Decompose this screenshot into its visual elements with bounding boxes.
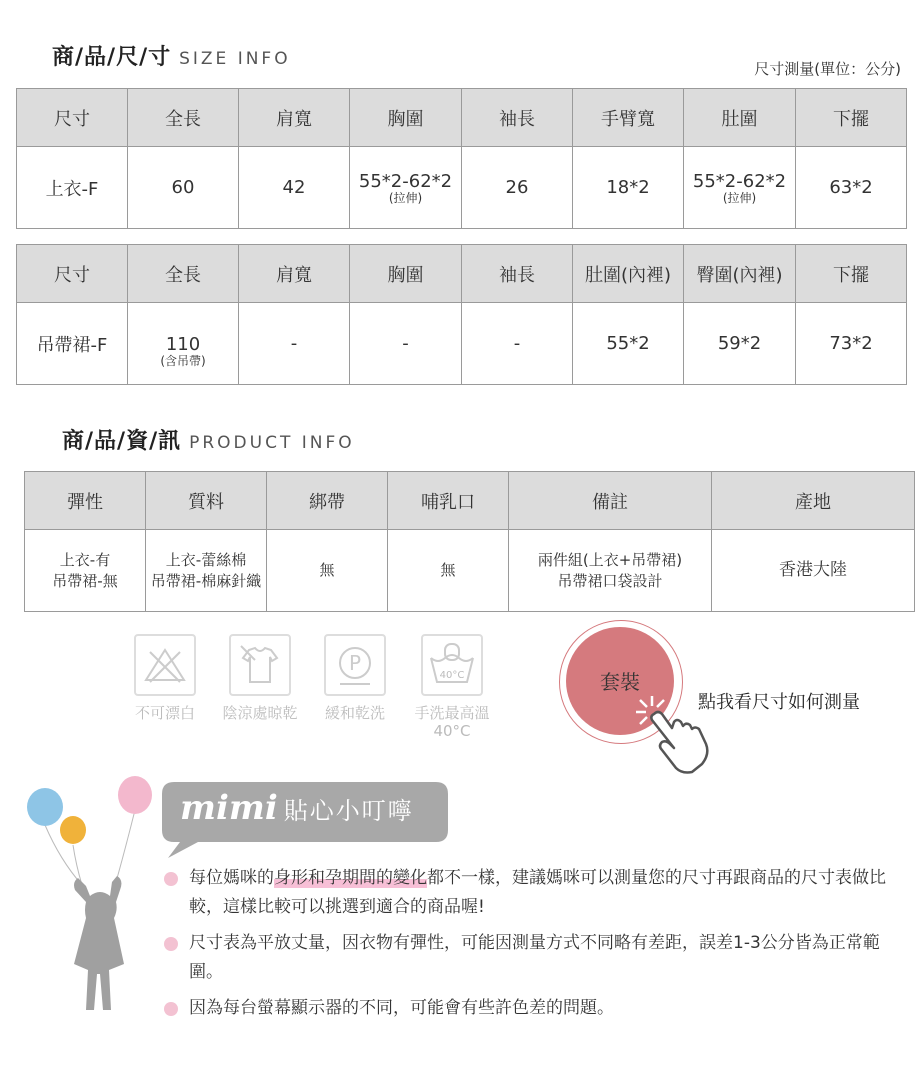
chest-value: 55*2-62*2	[358, 170, 453, 192]
chest-cell: -	[350, 303, 462, 385]
header-cell: 胸圍	[350, 89, 462, 147]
size-cell: 上衣-F	[17, 147, 128, 229]
length-value: 110	[165, 333, 201, 355]
tip-text: 因為每台螢幕顯示器的不同，可能會有些許色差的問題。	[189, 998, 614, 1018]
care-hand-wash	[402, 634, 502, 740]
header-cell: 臀圍(內裡)	[684, 245, 796, 303]
product-info-header	[25, 472, 915, 530]
remark-line-2: 吊帶裙口袋設計	[557, 571, 663, 590]
header-cell: 手臂寬	[573, 89, 684, 147]
tip-item	[165, 994, 905, 1023]
length-note: (含吊帶)	[160, 353, 206, 368]
size-info-title: 商/品/尺/寸	[52, 45, 172, 70]
header-cell: 綁帶	[267, 472, 388, 530]
shade-dry-icon	[229, 634, 291, 696]
tips-title: 貼心小叮嚀	[283, 797, 414, 825]
remark-cell	[509, 530, 712, 612]
header-cell: 尺寸	[17, 245, 128, 303]
arm-width-cell: 18*2	[573, 147, 684, 229]
orange-balloon	[60, 816, 86, 844]
nursing-cell: 無	[388, 530, 509, 612]
shoulder-cell: 42	[239, 147, 350, 229]
tip-text-post: 都不一樣，建議媽咪可以測量您的尺寸再跟商品的尺寸表做比較，這樣比較可以挑選到適合的商品喔!	[189, 868, 886, 917]
care-no-bleach	[115, 634, 215, 722]
tip-item	[165, 864, 905, 922]
elastic-cell	[25, 530, 146, 612]
chest-note: (拉伸)	[388, 190, 423, 205]
size-table-top	[16, 88, 907, 229]
tip-highlight: 身形和孕期間的變化	[274, 868, 427, 888]
size-table-bottom-header	[17, 245, 907, 303]
header-cell: 下擺	[796, 89, 907, 147]
header-cell: 袖長	[462, 89, 573, 147]
header-cell: 全長	[128, 89, 239, 147]
size-cell: 吊帶裙-F	[17, 303, 128, 385]
tie-cell: 無	[267, 530, 388, 612]
material-top: 上衣-蕾絲棉	[165, 550, 247, 569]
product-info-table	[24, 471, 915, 612]
svg-text:40°C: 40°C	[439, 670, 465, 681]
header-cell: 質料	[146, 472, 267, 530]
header-cell: 肚圍	[684, 89, 796, 147]
origin-cell: 香港大陸	[712, 530, 915, 612]
tips-brand: mimi	[180, 788, 278, 828]
header-cell: 肩寬	[239, 89, 350, 147]
size-table-top-header	[17, 89, 907, 147]
belly-value: 55*2-62*2	[692, 170, 787, 192]
care-shade-dry	[210, 634, 310, 722]
tip-text	[189, 864, 905, 922]
belly-note: (拉伸)	[722, 190, 757, 205]
size-table-bottom	[16, 244, 907, 385]
product-info-title: 商/品/資/訊	[62, 429, 182, 454]
material-cell	[146, 530, 267, 612]
pink-balloon	[118, 776, 152, 814]
belly-cell	[684, 147, 796, 229]
care-label: 緩和乾洗	[324, 704, 385, 722]
bullet-dot	[164, 937, 178, 951]
sleeve-cell: -	[462, 303, 573, 385]
chest-cell	[350, 147, 462, 229]
bullet-dot	[164, 872, 178, 886]
remark-line-1: 兩件組(上衣+吊帶裙)	[537, 550, 683, 569]
product-info-heading	[62, 424, 355, 455]
header-cell: 袖長	[462, 245, 573, 303]
balloon-girl-illustration	[20, 770, 160, 1050]
unit-note: 尺寸測量(單位：公分)	[754, 60, 901, 78]
care-label: 陰涼處晾乾	[222, 704, 298, 722]
product-info-subtitle: PRODUCT INFO	[189, 433, 355, 453]
material-skirt: 吊帶裙-棉麻針織	[150, 571, 262, 590]
header-cell: 尺寸	[17, 89, 128, 147]
tip-text-pre: 每位媽咪的	[189, 868, 274, 888]
size-table-top-row	[17, 147, 907, 229]
set-badge-label: 套裝	[600, 670, 640, 694]
header-cell: 下擺	[796, 245, 907, 303]
header-cell: 彈性	[25, 472, 146, 530]
tip-text: 尺寸表為平放丈量，因衣物有彈性，可能因測量方式不同略有差距，誤差1-3公分皆為正常範圍。	[189, 933, 880, 982]
hip-lining-cell: 59*2	[684, 303, 796, 385]
elastic-skirt: 吊帶裙-無	[52, 571, 118, 590]
shoulder-cell: -	[239, 303, 350, 385]
header-cell: 胸圍	[350, 245, 462, 303]
bullet-dot	[164, 1002, 178, 1016]
svg-text:P: P	[348, 651, 362, 675]
size-table-bottom-row	[17, 303, 907, 385]
tip-item	[165, 929, 905, 987]
header-cell: 全長	[128, 245, 239, 303]
hem-cell: 63*2	[796, 147, 907, 229]
gentle-dry-clean-icon	[324, 634, 386, 696]
length-cell	[128, 303, 239, 385]
tips-heading	[180, 788, 414, 828]
care-label-line-1: 手洗最高溫	[414, 704, 490, 722]
hand-wash-icon	[421, 634, 483, 696]
hem-cell: 73*2	[796, 303, 907, 385]
belly-lining-cell: 55*2	[573, 303, 684, 385]
size-info-subtitle: SIZE INFO	[179, 49, 291, 69]
measure-guide-link[interactable]: 點我看尺寸如何測量	[698, 692, 860, 713]
care-gentle-dry-clean	[305, 634, 405, 722]
header-cell: 哺乳口	[388, 472, 509, 530]
sleeve-cell: 26	[462, 147, 573, 229]
care-label-line-2: 40°C	[433, 722, 471, 740]
length-cell: 60	[128, 147, 239, 229]
care-label	[402, 704, 502, 740]
care-label: 不可漂白	[134, 704, 195, 722]
size-info-heading	[52, 40, 291, 71]
header-cell: 產地	[712, 472, 915, 530]
elastic-top: 上衣-有	[59, 550, 111, 569]
header-cell: 肩寬	[239, 245, 350, 303]
header-cell: 肚圍(內裡)	[573, 245, 684, 303]
product-info-row	[25, 530, 915, 612]
no-bleach-icon	[134, 634, 196, 696]
blue-balloon	[27, 788, 63, 826]
header-cell: 備註	[509, 472, 712, 530]
